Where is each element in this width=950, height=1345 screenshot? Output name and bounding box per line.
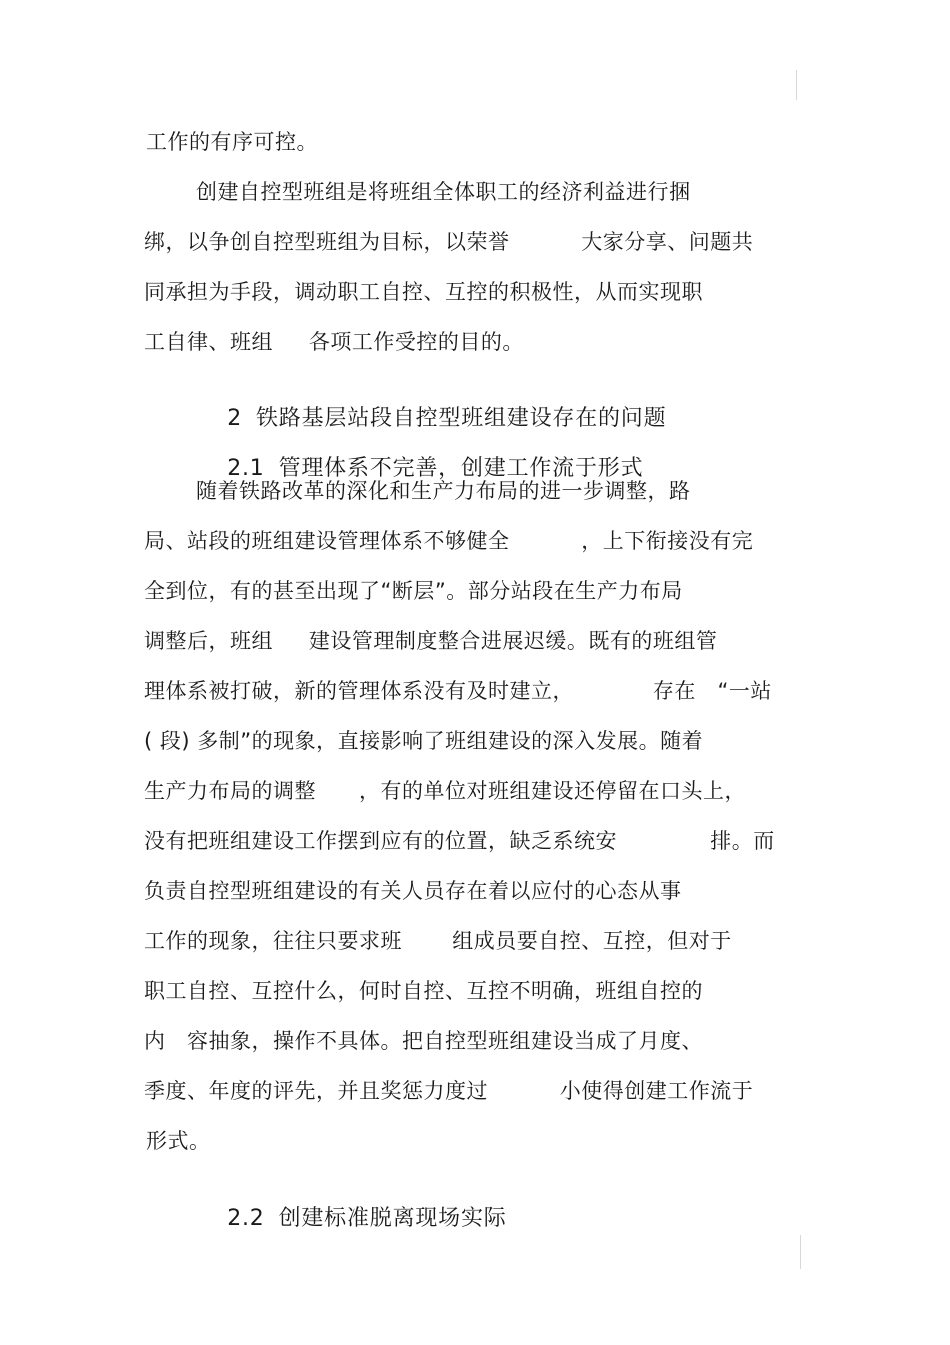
text-line: 形式。: [146, 1129, 211, 1153]
text-line: 工作的现象，往往只要求班 组成员要自控、互控，但对于: [144, 929, 732, 953]
text-line: 季度、年度的评先，并且奖惩力度过 小使得创建工作流于: [144, 1079, 754, 1103]
margin-mark-top: [796, 70, 797, 100]
text-line: 绑，以争创自控型班组为目标，以荣誉 大家分享、问题共: [144, 230, 754, 254]
text-line: 生产力布局的调整 ，有的单位对班组建设还停留在口头上，: [144, 779, 747, 803]
text-line: 随着铁路改革的深化和生产力布局的进一步调整，路: [196, 479, 691, 503]
text-line: 没有把班组建设工作摆到应有的位置，缺乏系统安 排。而: [144, 829, 775, 853]
text-line: 调整后，班组 建设管理制度整合进展迟缓。既有的班组管: [144, 629, 718, 653]
section-title: 管理体系不完善，创建工作流于形式: [278, 456, 644, 481]
section-number: 2.1: [227, 456, 265, 481]
text-line: 职工自控、互控什么，何时自控、互控不明确，班组自控的: [144, 979, 703, 1003]
text-line: 工作的有序可控。: [146, 130, 318, 154]
text-line: 内 容抽象，操作不具体。把自控型班组建设当成了月度、: [144, 1029, 704, 1053]
text-line: 负责自控型班组建设的有关人员存在着以应付的心态从事: [144, 879, 682, 903]
section-title: 创建标准脱离现场实际: [278, 1206, 507, 1231]
text-line: 局、站段的班组建设管理体系不够健全 ，上下衔接没有完: [144, 529, 754, 553]
section-number: 2.2: [227, 1206, 265, 1231]
section-heading-2-2: [196, 1177, 507, 1261]
margin-mark-bottom: [800, 1235, 801, 1269]
section-title: 铁路基层站段自控型班组建设存在的问题: [256, 406, 667, 431]
section-number: 2: [227, 406, 242, 431]
text-line: 全到位，有的甚至出现了“断层”。部分站段在生产力布局: [144, 579, 683, 603]
text-line: 工自律、班组 各项工作受控的目的。: [144, 330, 524, 354]
text-line: ( 段) 多制”的现象，直接影响了班组建设的深入发展。随着: [144, 729, 704, 753]
text-line: 同承担为手段，调动职工自控、互控的积极性，从而实现职: [144, 280, 703, 304]
text-line: 理体系被打破，新的管理体系没有及时建立， 存在 “一站: [144, 679, 772, 703]
text-line: 创建自控型班组是将班组全体职工的经济利益进行捆: [196, 180, 691, 204]
